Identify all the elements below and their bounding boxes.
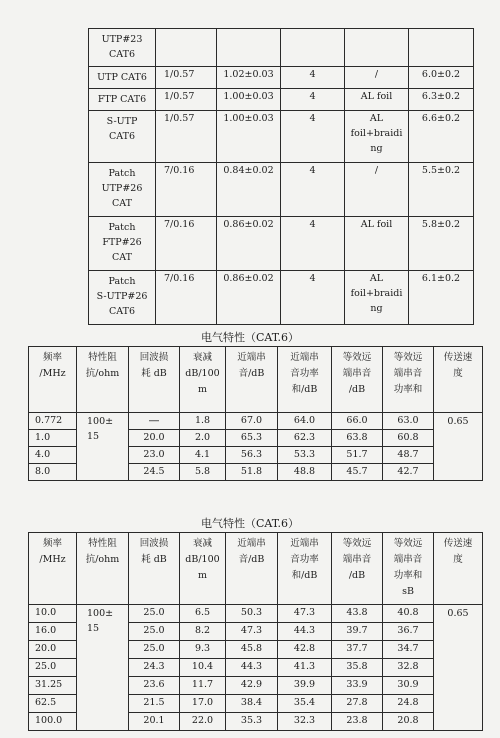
next-cell: 56.3: [226, 447, 278, 464]
frequency-cell: 1.0: [29, 430, 77, 447]
psnext-cell: 32.3: [278, 713, 332, 731]
table-row: [89, 89, 474, 111]
attenuation-cell: 6.5: [180, 605, 226, 623]
cable-name-cell: [89, 29, 156, 67]
attenuation-cell: 4.1: [180, 447, 226, 464]
pselfext-cell: 48.7: [383, 447, 434, 464]
pairs-cell: 4: [281, 271, 345, 325]
next-cell: 65.3: [226, 430, 278, 447]
return-loss-cell: 23.6: [129, 677, 180, 695]
header-next: 近端串 音/dB: [226, 347, 278, 413]
cable-name-line: FTP CAT6: [97, 94, 147, 105]
psnext-cell: 53.3: [278, 447, 332, 464]
cable-name-line: Patch: [108, 276, 136, 287]
outer-diameter-cell: [409, 29, 474, 67]
cable-name-cell: [89, 89, 156, 111]
header-freq: 频率 /MHz: [29, 347, 77, 413]
header-psnext: 近端串 音功率 和/dB: [278, 347, 332, 413]
electrical-table-1: [28, 346, 483, 481]
outer-diameter-cell: 5.5±0.2: [409, 163, 474, 217]
elfext-cell: 51.7: [332, 447, 383, 464]
psnext-cell: 62.3: [278, 430, 332, 447]
outer-diameter-cell: 6.6±0.2: [409, 111, 474, 163]
frequency-cell: 16.0: [29, 623, 77, 641]
attenuation-cell: 9.3: [180, 641, 226, 659]
return-loss-cell: 21.5: [129, 695, 180, 713]
insulation-cell: 0.84±0.02: [217, 163, 281, 217]
frequency-cell: 100.0: [29, 713, 77, 731]
impedance-value-cell: 100± 15: [77, 413, 129, 481]
conductor-cell: 7/0.16: [156, 217, 217, 271]
next-cell: 51.8: [226, 464, 278, 481]
pairs-cell: 4: [281, 163, 345, 217]
psnext-cell: 47.3: [278, 605, 332, 623]
pselfext-cell: 30.9: [383, 677, 434, 695]
pairs-cell: 4: [281, 111, 345, 163]
header-elfext: 等效远 端串音 /dB: [332, 533, 383, 605]
attenuation-cell: 10.4: [180, 659, 226, 677]
header-velocity: 传送速 度: [434, 347, 483, 413]
outer-diameter-cell: 6.0±0.2: [409, 67, 474, 89]
shield-cell: AL foil+braidi ng: [345, 111, 409, 163]
pselfext-cell: 40.8: [383, 605, 434, 623]
cable-name-line: FTP#26: [102, 237, 142, 248]
conductor-cell: 7/0.16: [156, 271, 217, 325]
table-row: [89, 67, 474, 89]
elfext-cell: 35.8: [332, 659, 383, 677]
cable-name-line: UTP#23: [101, 34, 143, 45]
pairs-cell: [281, 29, 345, 67]
cable-name-line: UTP#26: [101, 183, 143, 194]
psnext-cell: 48.8: [278, 464, 332, 481]
psnext-cell: 35.4: [278, 695, 332, 713]
psnext-cell: 39.9: [278, 677, 332, 695]
pselfext-cell: 24.8: [383, 695, 434, 713]
conductor-cell: [156, 29, 217, 67]
elfext-cell: 66.0: [332, 413, 383, 430]
pselfext-cell: 20.8: [383, 713, 434, 731]
conductor-cell: 1/0.57: [156, 111, 217, 163]
outer-diameter-cell: 6.3±0.2: [409, 89, 474, 111]
frequency-cell: 8.0: [29, 464, 77, 481]
frequency-cell: 20.0: [29, 641, 77, 659]
psnext-cell: 44.3: [278, 623, 332, 641]
electrical-table-2: [28, 532, 483, 731]
velocity-value-cell: 0.65: [434, 605, 483, 731]
pairs-cell: 4: [281, 217, 345, 271]
insulation-cell: 1.00±0.03: [217, 111, 281, 163]
insulation-cell: 1.02±0.03: [217, 67, 281, 89]
shield-cell: /: [345, 163, 409, 217]
cable-name-line: UTP CAT6: [97, 72, 147, 83]
insulation-cell: [217, 29, 281, 67]
frequency-cell: 0.772: [29, 413, 77, 430]
elfext-cell: 33.9: [332, 677, 383, 695]
pselfext-cell: 42.7: [383, 464, 434, 481]
insulation-cell: 0.86±0.02: [217, 217, 281, 271]
elfext-cell: 45.7: [332, 464, 383, 481]
cable-name-cell: [89, 111, 156, 163]
header-return-loss: 回波损 耗 dB: [129, 533, 180, 605]
next-cell: 44.3: [226, 659, 278, 677]
return-loss-cell: 20.0: [129, 430, 180, 447]
elfext-cell: 39.7: [332, 623, 383, 641]
psnext-cell: 41.3: [278, 659, 332, 677]
table-row: [89, 271, 474, 325]
cable-construction-table: [88, 28, 474, 325]
attenuation-cell: 1.8: [180, 413, 226, 430]
frequency-cell: 62.5: [29, 695, 77, 713]
attenuation-cell: 8.2: [180, 623, 226, 641]
cable-name-line: S-UTP: [106, 116, 138, 127]
return-loss-cell: 23.0: [129, 447, 180, 464]
shield-cell: /: [345, 67, 409, 89]
cable-name-cell: [89, 163, 156, 217]
header-impedance: 特性阻 抗/ohm: [77, 533, 129, 605]
attenuation-cell: 17.0: [180, 695, 226, 713]
cable-name-line: Patch: [108, 168, 136, 179]
cable-name-cell: [89, 217, 156, 271]
section-title-electrical-2: 电气特性（CAT.6）: [201, 517, 299, 530]
insulation-cell: 1.00±0.03: [217, 89, 281, 111]
frequency-cell: 25.0: [29, 659, 77, 677]
frequency-cell: 31.25: [29, 677, 77, 695]
table-row: [89, 217, 474, 271]
impedance-value-cell: 100± 15: [77, 605, 129, 731]
conductor-cell: 1/0.57: [156, 89, 217, 111]
table-row: [89, 163, 474, 217]
cable-name-line: CAT: [112, 198, 132, 209]
header-attenuation: 衰减 dB/100 m: [180, 533, 226, 605]
elfext-cell: 63.8: [332, 430, 383, 447]
cable-name-line: CAT: [112, 252, 132, 263]
insulation-cell: 0.86±0.02: [217, 271, 281, 325]
outer-diameter-cell: 5.8±0.2: [409, 217, 474, 271]
frequency-cell: 4.0: [29, 447, 77, 464]
next-cell: 47.3: [226, 623, 278, 641]
return-loss-cell: 25.0: [129, 641, 180, 659]
conductor-cell: 7/0.16: [156, 163, 217, 217]
return-loss-cell: —: [129, 413, 180, 430]
header-freq: 频率 /MHz: [29, 533, 77, 605]
header-pselfext: 等效远 端串音 功率和: [383, 347, 434, 413]
header-psnext: 近端串 音功率 和/dB: [278, 533, 332, 605]
header-impedance: 特性阻 抗/ohm: [77, 347, 129, 413]
elfext-cell: 43.8: [332, 605, 383, 623]
section-title-electrical-1: 电气特性（CAT.6）: [201, 331, 299, 344]
shield-cell: AL foil: [345, 217, 409, 271]
return-loss-cell: 24.3: [129, 659, 180, 677]
return-loss-cell: 20.1: [129, 713, 180, 731]
psnext-cell: 64.0: [278, 413, 332, 430]
attenuation-cell: 22.0: [180, 713, 226, 731]
pairs-cell: 4: [281, 67, 345, 89]
psnext-cell: 42.8: [278, 641, 332, 659]
attenuation-cell: 5.8: [180, 464, 226, 481]
table-row: [29, 413, 483, 430]
cable-name-line: CAT6: [109, 49, 135, 60]
table-row: [29, 605, 483, 623]
pairs-cell: 4: [281, 89, 345, 111]
next-cell: 38.4: [226, 695, 278, 713]
cable-name-line: S-UTP#26: [96, 291, 148, 302]
cable-name-line: Patch: [108, 222, 136, 233]
pselfext-cell: 60.8: [383, 430, 434, 447]
header-pselfext: 等效远 端串音 功率和 sB: [383, 533, 434, 605]
pselfext-cell: 32.8: [383, 659, 434, 677]
next-cell: 50.3: [226, 605, 278, 623]
attenuation-cell: 11.7: [180, 677, 226, 695]
header-next: 近端串 音/dB: [226, 533, 278, 605]
elfext-cell: 37.7: [332, 641, 383, 659]
pselfext-cell: 63.0: [383, 413, 434, 430]
header-return-loss: 回波损 耗 dB: [129, 347, 180, 413]
shield-cell: AL foil: [345, 89, 409, 111]
return-loss-cell: 25.0: [129, 623, 180, 641]
next-cell: 35.3: [226, 713, 278, 731]
pselfext-cell: 34.7: [383, 641, 434, 659]
header-row: [29, 347, 483, 413]
return-loss-cell: 25.0: [129, 605, 180, 623]
next-cell: 42.9: [226, 677, 278, 695]
outer-diameter-cell: 6.1±0.2: [409, 271, 474, 325]
header-velocity: 传送速 度: [434, 533, 483, 605]
next-cell: 67.0: [226, 413, 278, 430]
conductor-cell: 1/0.57: [156, 67, 217, 89]
header-attenuation: 衰减 dB/100 m: [180, 347, 226, 413]
attenuation-cell: 2.0: [180, 430, 226, 447]
cable-name-line: CAT6: [109, 131, 135, 142]
header-row: [29, 533, 483, 605]
frequency-cell: 10.0: [29, 605, 77, 623]
table-row: [89, 29, 474, 67]
elfext-cell: 27.8: [332, 695, 383, 713]
table-row: [89, 111, 474, 163]
next-cell: 45.8: [226, 641, 278, 659]
shield-cell: [345, 29, 409, 67]
velocity-value-cell: 0.65: [434, 413, 483, 481]
return-loss-cell: 24.5: [129, 464, 180, 481]
header-elfext: 等效远 端串音 /dB: [332, 347, 383, 413]
pselfext-cell: 36.7: [383, 623, 434, 641]
elfext-cell: 23.8: [332, 713, 383, 731]
cable-name-line: CAT6: [109, 306, 135, 317]
cable-name-cell: [89, 271, 156, 325]
cable-name-cell: [89, 67, 156, 89]
shield-cell: AL foil+braidi ng: [345, 271, 409, 325]
